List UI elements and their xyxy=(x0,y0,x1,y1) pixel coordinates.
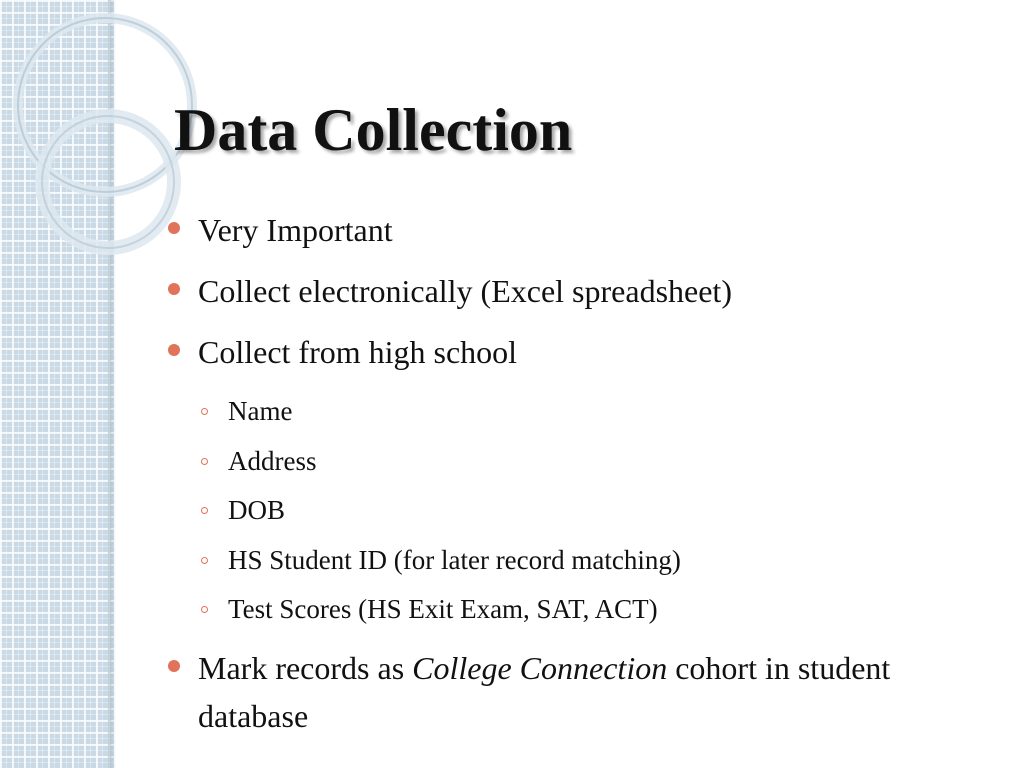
sub-bullet-item xyxy=(164,536,984,586)
bullet-item xyxy=(164,206,984,254)
sub-bullet-text: Address xyxy=(228,445,317,476)
sub-bullet-ring-icon xyxy=(201,606,208,613)
bullet-dot-icon xyxy=(168,222,180,234)
sub-bullet-item xyxy=(164,486,984,536)
bullet-text: Collect from high school xyxy=(198,334,518,370)
sub-bullet-text: DOB xyxy=(228,495,286,525)
sub-bullet-text: Test Scores (HS Exit Exam, SAT, ACT) xyxy=(228,594,658,624)
bullet-item xyxy=(164,644,984,740)
bullet-text-prefix: Mark records as xyxy=(198,649,413,686)
sub-bullet-ring-icon xyxy=(201,458,208,465)
bullet-text: Very Important xyxy=(198,212,393,248)
sub-bullet-ring-icon xyxy=(201,408,208,415)
sub-bullet-text: HS Student ID (for later record matching) xyxy=(228,544,681,575)
bullet-text-suffix: cohort in student database xyxy=(198,649,891,734)
bullet-item xyxy=(164,267,984,315)
bullet-item xyxy=(164,328,984,376)
sub-bullet-list xyxy=(164,387,984,635)
bullet-text-emphasis: College Connection xyxy=(412,649,668,686)
bullet-text: Collect electronically (Excel spreadsheet) xyxy=(198,273,732,309)
sub-bullet-ring-icon xyxy=(201,507,208,514)
sub-bullet-item xyxy=(164,585,984,635)
sub-bullet-item xyxy=(164,437,984,487)
bullet-dot-icon xyxy=(168,344,180,356)
slide-title: Data Collection xyxy=(174,97,573,163)
bullet-dot-icon xyxy=(168,660,180,672)
sub-bullet-text: Name xyxy=(228,396,293,426)
sub-bullet-item xyxy=(164,387,984,437)
slide-content xyxy=(164,206,984,753)
bullet-dot-icon xyxy=(168,283,180,295)
sub-bullet-ring-icon xyxy=(201,557,208,564)
